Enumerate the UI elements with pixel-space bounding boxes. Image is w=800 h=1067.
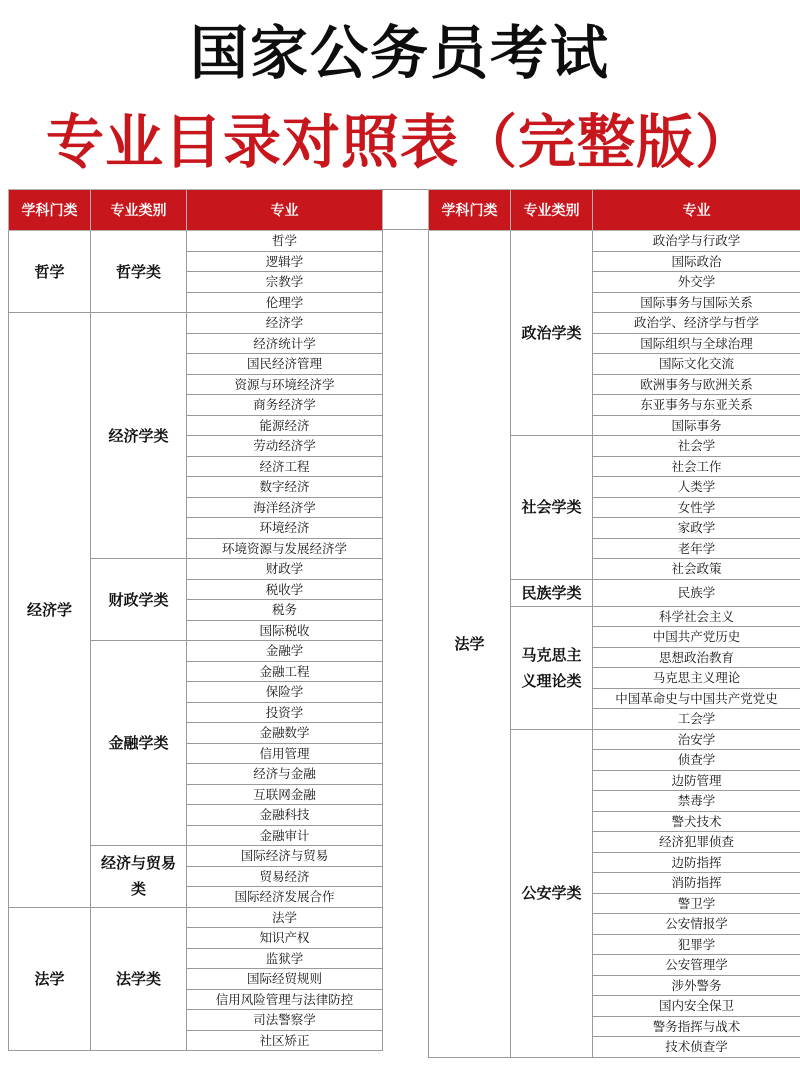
major-cell: 信用风险管理与法律防控 (187, 989, 383, 1010)
major-cell: 经济统计学 (187, 333, 383, 354)
table-header-row (429, 190, 800, 231)
major-cell: 社会学 (593, 436, 800, 457)
major-cell: 互联网金融 (187, 784, 383, 805)
category-cell: 马克思主义理论类 (511, 606, 593, 729)
major-cell: 侦查学 (593, 750, 800, 771)
major-cell: 资源与环境经济学 (187, 374, 383, 395)
major-cell: 犯罪学 (593, 934, 800, 955)
major-cell: 信用管理 (187, 743, 383, 764)
major-cell: 税务 (187, 600, 383, 621)
major-cell: 数字经济 (187, 477, 383, 498)
discipline-cell: 法学 (9, 907, 91, 1051)
major-cell: 金融审计 (187, 825, 383, 846)
major-cell: 海洋经济学 (187, 497, 383, 518)
header-major: 专业 (187, 190, 383, 231)
discipline-cell: 经济学 (9, 313, 91, 908)
major-cell: 国际组织与全球治理 (593, 333, 800, 354)
major-cell: 金融科技 (187, 805, 383, 826)
major-cell: 治安学 (593, 729, 800, 750)
major-cell: 国际经济与贸易 (187, 846, 383, 867)
major-cell: 外交学 (593, 272, 800, 293)
discipline-cell: 哲学 (9, 231, 91, 313)
major-cell: 警卫学 (593, 893, 800, 914)
discipline-cell: 法学 (429, 231, 511, 1058)
left-catalog-table (8, 189, 383, 1051)
major-cell: 马克思主义理论 (593, 668, 800, 689)
major-cell: 警务指挥与战术 (593, 1016, 800, 1037)
major-cell: 中国共产党历史 (593, 627, 800, 648)
header-category: 专业类别 (511, 190, 593, 231)
major-cell: 劳动经济学 (187, 436, 383, 457)
table-row (9, 313, 383, 334)
major-cell: 社区矫正 (187, 1030, 383, 1051)
major-cell: 环境资源与发展经济学 (187, 538, 383, 559)
major-cell: 边防指挥 (593, 852, 800, 873)
header-category: 专业类别 (91, 190, 187, 231)
major-cell: 国际经济发展合作 (187, 887, 383, 908)
major-cell: 经济工程 (187, 456, 383, 477)
major-cell: 国际税收 (187, 620, 383, 641)
major-cell: 边防管理 (593, 770, 800, 791)
major-cell: 环境经济 (187, 518, 383, 539)
table-header-row (9, 190, 383, 231)
major-cell: 投资学 (187, 702, 383, 723)
table-row (9, 907, 383, 928)
major-cell: 宗教学 (187, 272, 383, 293)
major-cell: 贸易经济 (187, 866, 383, 887)
major-cell: 欧洲事务与欧洲关系 (593, 374, 800, 395)
category-cell: 财政学类 (91, 559, 187, 641)
major-cell: 商务经济学 (187, 395, 383, 416)
major-cell: 科学社会主义 (593, 606, 800, 627)
major-cell: 司法警察学 (187, 1010, 383, 1031)
major-cell: 经济犯罪侦查 (593, 832, 800, 853)
major-cell: 中国革命史与中国共产党党史 (593, 688, 800, 709)
category-cell: 哲学类 (91, 231, 187, 313)
major-cell: 消防指挥 (593, 873, 800, 894)
major-cell: 公安管理学 (593, 955, 800, 976)
major-cell: 经济与金融 (187, 764, 383, 785)
major-cell: 政治学与行政学 (593, 231, 800, 252)
major-cell: 能源经济 (187, 415, 383, 436)
page-subtitle: 专业目录对照表（完整版） (45, 108, 754, 176)
major-cell: 法学 (187, 907, 383, 928)
category-cell: 社会学类 (511, 436, 593, 580)
major-cell: 税收学 (187, 579, 383, 600)
right-table-body (429, 231, 800, 1058)
major-cell: 金融学 (187, 641, 383, 662)
major-cell: 国内安全保卫 (593, 996, 800, 1017)
major-cell: 监狱学 (187, 948, 383, 969)
major-cell: 女性学 (593, 497, 800, 518)
category-cell: 金融学类 (91, 641, 187, 846)
major-cell: 金融数学 (187, 723, 383, 744)
major-cell: 国际经贸规则 (187, 969, 383, 990)
major-cell: 公安情报学 (593, 914, 800, 935)
right-catalog-table (428, 189, 800, 1058)
page-title: 国家公务员考试 (189, 19, 610, 87)
major-cell: 经济学 (187, 313, 383, 334)
table-row (429, 231, 800, 252)
category-cell: 经济学类 (91, 313, 187, 559)
major-cell: 禁毒学 (593, 791, 800, 812)
category-cell: 法学类 (91, 907, 187, 1051)
major-cell: 社会政策 (593, 559, 800, 580)
major-cell: 国际文化交流 (593, 354, 800, 375)
major-cell: 警犬技术 (593, 811, 800, 832)
header-major: 专业 (593, 190, 800, 231)
header-discipline: 学科门类 (9, 190, 91, 231)
major-cell: 工会学 (593, 709, 800, 730)
major-cell: 人类学 (593, 477, 800, 498)
table-gap (382, 189, 428, 230)
category-cell: 民族学类 (511, 579, 593, 606)
major-cell: 知识产权 (187, 928, 383, 949)
major-cell: 老年学 (593, 538, 800, 559)
major-cell: 思想政治教育 (593, 647, 800, 668)
major-cell: 技术侦查学 (593, 1037, 800, 1058)
major-cell: 保险学 (187, 682, 383, 703)
major-cell: 涉外警务 (593, 975, 800, 996)
major-cell: 逻辑学 (187, 251, 383, 272)
major-cell: 东亚事务与东亚关系 (593, 395, 800, 416)
header-discipline: 学科门类 (429, 190, 511, 231)
major-cell: 金融工程 (187, 661, 383, 682)
major-cell: 社会工作 (593, 456, 800, 477)
major-cell: 国际事务 (593, 415, 800, 436)
major-cell: 国民经济管理 (187, 354, 383, 375)
category-cell: 公安学类 (511, 729, 593, 1057)
category-cell: 经济与贸易类 (91, 846, 187, 908)
major-cell: 政治学、经济学与哲学 (593, 313, 800, 334)
major-cell: 财政学 (187, 559, 383, 580)
major-cell: 国际政治 (593, 251, 800, 272)
major-cell: 民族学 (593, 579, 800, 606)
major-cell: 伦理学 (187, 292, 383, 313)
major-cell: 哲学 (187, 231, 383, 252)
major-cell: 家政学 (593, 518, 800, 539)
category-cell: 政治学类 (511, 231, 593, 436)
major-cell: 国际事务与国际关系 (593, 292, 800, 313)
left-table-body (9, 231, 383, 1051)
table-row (9, 231, 383, 252)
